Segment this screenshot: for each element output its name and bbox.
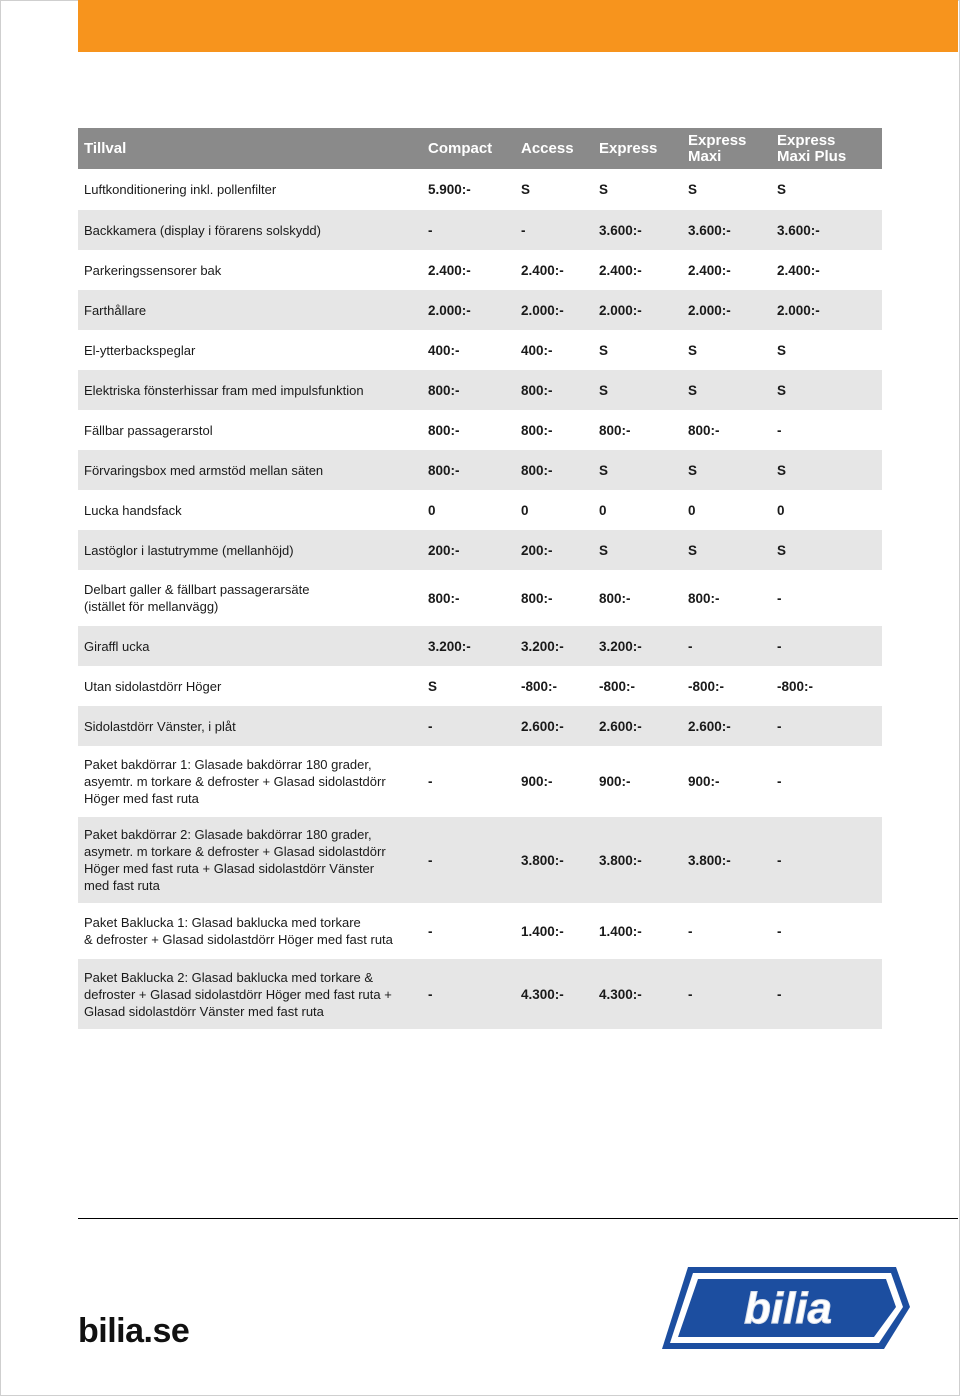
- price-access: 800:-: [521, 590, 553, 606]
- price-express-maxi-plus: -: [777, 638, 782, 654]
- price-express: -800:-: [599, 678, 636, 694]
- option-name-line: Giraffl ucka: [84, 638, 150, 654]
- option-name: [78, 718, 428, 735]
- bilia-logo: [648, 1265, 910, 1349]
- header-express-maxi-line1: Express: [688, 131, 747, 149]
- option-name: [78, 422, 428, 439]
- price-express-maxi: 3.600:-: [688, 222, 731, 238]
- option-name-line: Paket Baklucka 2: Glasad baklucka med torkare &: [84, 969, 374, 985]
- options-price-table: [78, 128, 882, 1029]
- price-compact: 2.000:-: [428, 302, 471, 318]
- price-express: 3.600:-: [599, 222, 642, 238]
- price-express-maxi-plus: S: [777, 342, 787, 358]
- price-access: 2.000:-: [521, 302, 564, 318]
- logo-wordmark: bilia: [743, 1284, 833, 1333]
- table-row: [78, 530, 882, 570]
- price-express-maxi: 800:-: [688, 590, 720, 606]
- option-name-line: & defroster + Glasad sidolastdörr Höger med fast ruta: [84, 932, 393, 947]
- price-access: 800:-: [521, 382, 553, 398]
- price-express-maxi: 900:-: [688, 774, 720, 789]
- option-name: [78, 756, 428, 807]
- price-express: S: [599, 342, 609, 358]
- footer-divider: [78, 1218, 958, 1219]
- price-express-maxi-plus: S: [777, 462, 787, 478]
- price-access: 800:-: [521, 422, 553, 438]
- price-compact: -: [428, 718, 433, 734]
- price-express-maxi: -: [688, 638, 693, 654]
- site-url: bilia.se: [78, 1312, 190, 1350]
- table-row: [78, 210, 882, 250]
- price-compact: 200:-: [428, 542, 460, 558]
- price-express-maxi-plus: 0: [777, 502, 785, 518]
- option-name-line: asyemtr. m torkare & defroster + Glasad sidolastdörr: [84, 774, 386, 789]
- option-name: [78, 542, 428, 559]
- price-express-maxi-plus: -: [777, 590, 782, 606]
- option-name: [78, 222, 428, 239]
- price-compact: 5.900:-: [428, 182, 471, 197]
- option-name-line: Parkeringssensorer bak: [84, 262, 222, 278]
- price-express-maxi: 2.400:-: [688, 262, 731, 278]
- price-express: 2.400:-: [599, 262, 642, 278]
- table-row: [78, 410, 882, 450]
- header-compact: Compact: [428, 139, 493, 157]
- price-express-maxi-plus: 2.000:-: [777, 302, 820, 318]
- option-name-line: asymetr. m torkare & defroster + Glasad sidolastdörr: [84, 844, 386, 859]
- price-express: S: [599, 182, 609, 197]
- price-express-maxi: -: [688, 986, 693, 1002]
- header-express-maxi-line2: Maxi: [688, 147, 722, 165]
- table-row: [78, 490, 882, 530]
- option-name: [78, 581, 428, 615]
- price-express: 4.300:-: [599, 986, 642, 1002]
- price-express-maxi: 3.800:-: [688, 852, 731, 868]
- option-name: [78, 262, 428, 279]
- table-row: [78, 746, 882, 817]
- price-express: S: [599, 542, 609, 558]
- price-express-maxi-plus: S: [777, 182, 787, 197]
- price-express-maxi: S: [688, 342, 698, 358]
- price-compact: -: [428, 222, 433, 238]
- option-name-line: Fällbar passagerarstol: [84, 422, 213, 438]
- price-access: S: [521, 182, 531, 197]
- table-row: [78, 450, 882, 490]
- option-name: [78, 678, 428, 695]
- header-express: Express: [599, 139, 658, 157]
- option-name-line: Lastöglor i lastutrymme (mellanhöjd): [84, 542, 294, 558]
- price-express-maxi: S: [688, 542, 698, 558]
- price-access: 400:-: [521, 342, 553, 358]
- option-name-line: defroster + Glasad sidolastdörr Höger med fast ruta +: [84, 986, 392, 1002]
- option-name: [78, 502, 428, 519]
- price-access: 900:-: [521, 774, 553, 789]
- price-express-maxi-plus: -: [777, 986, 782, 1002]
- header-express-maxi-plus: [777, 133, 882, 165]
- price-express: 800:-: [599, 422, 631, 438]
- price-access: -800:-: [521, 678, 558, 694]
- option-name-line: Delbart galler & fällbart passagerarsäte: [84, 582, 310, 597]
- price-access: 2.400:-: [521, 262, 564, 278]
- option-name-line: Paket bakdörrar 1: Glasade bakdörrar 180 grader,: [84, 757, 372, 772]
- price-express: 900:-: [599, 774, 631, 789]
- option-name-line: Farthållare: [84, 302, 147, 318]
- price-express-maxi-plus: S: [777, 382, 787, 398]
- price-express-maxi-plus: -: [777, 718, 782, 734]
- price-compact: S: [428, 678, 438, 694]
- price-express-maxi: 0: [688, 502, 696, 518]
- price-access: 800:-: [521, 462, 553, 478]
- price-express: 3.200:-: [599, 638, 642, 654]
- option-name-line: Lucka handsfack: [84, 502, 182, 518]
- table-body: [78, 169, 882, 1029]
- table-row: [78, 370, 882, 410]
- table-row: [78, 666, 882, 706]
- price-access: 1.400:-: [521, 923, 564, 939]
- table-row: [78, 903, 882, 959]
- price-compact: 2.400:-: [428, 262, 471, 278]
- price-compact: 800:-: [428, 462, 460, 478]
- price-express-maxi: 2.000:-: [688, 302, 731, 318]
- price-express-maxi-plus: -: [777, 774, 782, 789]
- option-name-line: Sidolastdörr Vänster, i plåt: [84, 718, 236, 734]
- price-express: 3.800:-: [599, 852, 642, 868]
- price-express-maxi: -: [688, 923, 693, 939]
- price-express-maxi-plus: -: [777, 422, 782, 438]
- price-compact: 0: [428, 502, 436, 518]
- price-access: 3.800:-: [521, 852, 564, 868]
- price-express-maxi: S: [688, 182, 698, 197]
- price-express: S: [599, 382, 609, 398]
- price-express-maxi: 2.600:-: [688, 718, 731, 734]
- price-express-maxi-plus: 3.600:-: [777, 222, 820, 238]
- option-name: [78, 382, 428, 399]
- table-row: [78, 817, 882, 903]
- option-name-line: med fast ruta: [84, 878, 160, 893]
- price-compact: 800:-: [428, 382, 460, 398]
- table-row: [78, 626, 882, 666]
- option-name: [78, 342, 428, 359]
- option-name: [78, 302, 428, 319]
- table-header-row: [78, 128, 882, 169]
- price-compact: -: [428, 852, 433, 868]
- header-express-maxi-plus-line2: Maxi Plus: [777, 147, 847, 165]
- option-name-line: Luftkonditionering inkl. pollenfilter: [84, 182, 277, 197]
- price-express: 2.600:-: [599, 718, 642, 734]
- price-access: 2.600:-: [521, 718, 564, 734]
- price-express-maxi-plus: -: [777, 923, 782, 939]
- price-express-maxi: S: [688, 462, 698, 478]
- price-access: 4.300:-: [521, 986, 564, 1002]
- option-name: [78, 914, 428, 948]
- price-express: 1.400:-: [599, 923, 642, 939]
- price-compact: 800:-: [428, 422, 460, 438]
- option-name: [78, 969, 428, 1020]
- price-compact: -: [428, 923, 433, 939]
- option-name-line: Paket Baklucka 1: Glasad baklucka med torkare: [84, 915, 361, 930]
- table-row: [78, 570, 882, 626]
- option-name-line: Förvaringsbox med armstöd mellan säten: [84, 462, 324, 478]
- price-access: 0: [521, 502, 529, 518]
- price-express-maxi: -800:-: [688, 678, 725, 694]
- price-express-maxi-plus: -800:-: [777, 678, 814, 694]
- price-express-maxi-plus: -: [777, 852, 782, 868]
- price-compact: -: [428, 774, 433, 789]
- header-express-maxi-plus-line1: Express: [777, 131, 836, 149]
- price-express-maxi-plus: 2.400:-: [777, 262, 820, 278]
- option-name-line: Höger med fast ruta + Glasad sidolastdörr Vänster: [84, 861, 375, 876]
- orange-header-bar: [78, 0, 958, 52]
- table-row: [78, 290, 882, 330]
- option-name-line: El-ytterbackspeglar: [84, 342, 196, 358]
- option-name-line: Backkamera (display i förarens solskydd): [84, 222, 321, 238]
- price-compact: 400:-: [428, 342, 460, 358]
- price-express: 2.000:-: [599, 302, 642, 318]
- price-express: 800:-: [599, 590, 631, 606]
- option-name-line: Glasad sidolastdörr Vänster med fast ruta: [84, 1003, 324, 1019]
- price-express-maxi: 800:-: [688, 422, 720, 438]
- price-access: 200:-: [521, 542, 553, 558]
- option-name-line: Elektriska fönsterhissar fram med impulsfunktion: [84, 382, 364, 398]
- table-row: [78, 706, 882, 746]
- header-tillval: Tillval: [84, 139, 127, 157]
- header-access: Access: [521, 139, 574, 157]
- option-name: [78, 638, 428, 655]
- price-express: S: [599, 462, 609, 478]
- option-name-line: Paket bakdörrar 2: Glasade bakdörrar 180 grader,: [84, 827, 372, 842]
- option-name-line: (istället för mellanvägg): [84, 599, 219, 614]
- option-name: [78, 826, 428, 894]
- price-compact: 800:-: [428, 590, 460, 606]
- price-express: 0: [599, 502, 607, 518]
- price-compact: -: [428, 986, 433, 1002]
- table-row: [78, 250, 882, 290]
- price-access: 3.200:-: [521, 638, 564, 654]
- price-express-maxi: S: [688, 382, 698, 398]
- price-express-maxi-plus: S: [777, 542, 787, 558]
- table-row: [78, 330, 882, 370]
- option-name-line: Höger med fast ruta: [84, 791, 199, 806]
- table-row: [78, 959, 882, 1029]
- header-express-maxi: [688, 133, 777, 165]
- option-name: [78, 181, 428, 198]
- price-access: -: [521, 222, 526, 238]
- option-name-line: Utan sidolastdörr Höger: [84, 678, 222, 694]
- table-row: [78, 169, 882, 210]
- option-name: [78, 462, 428, 479]
- price-compact: 3.200:-: [428, 638, 471, 654]
